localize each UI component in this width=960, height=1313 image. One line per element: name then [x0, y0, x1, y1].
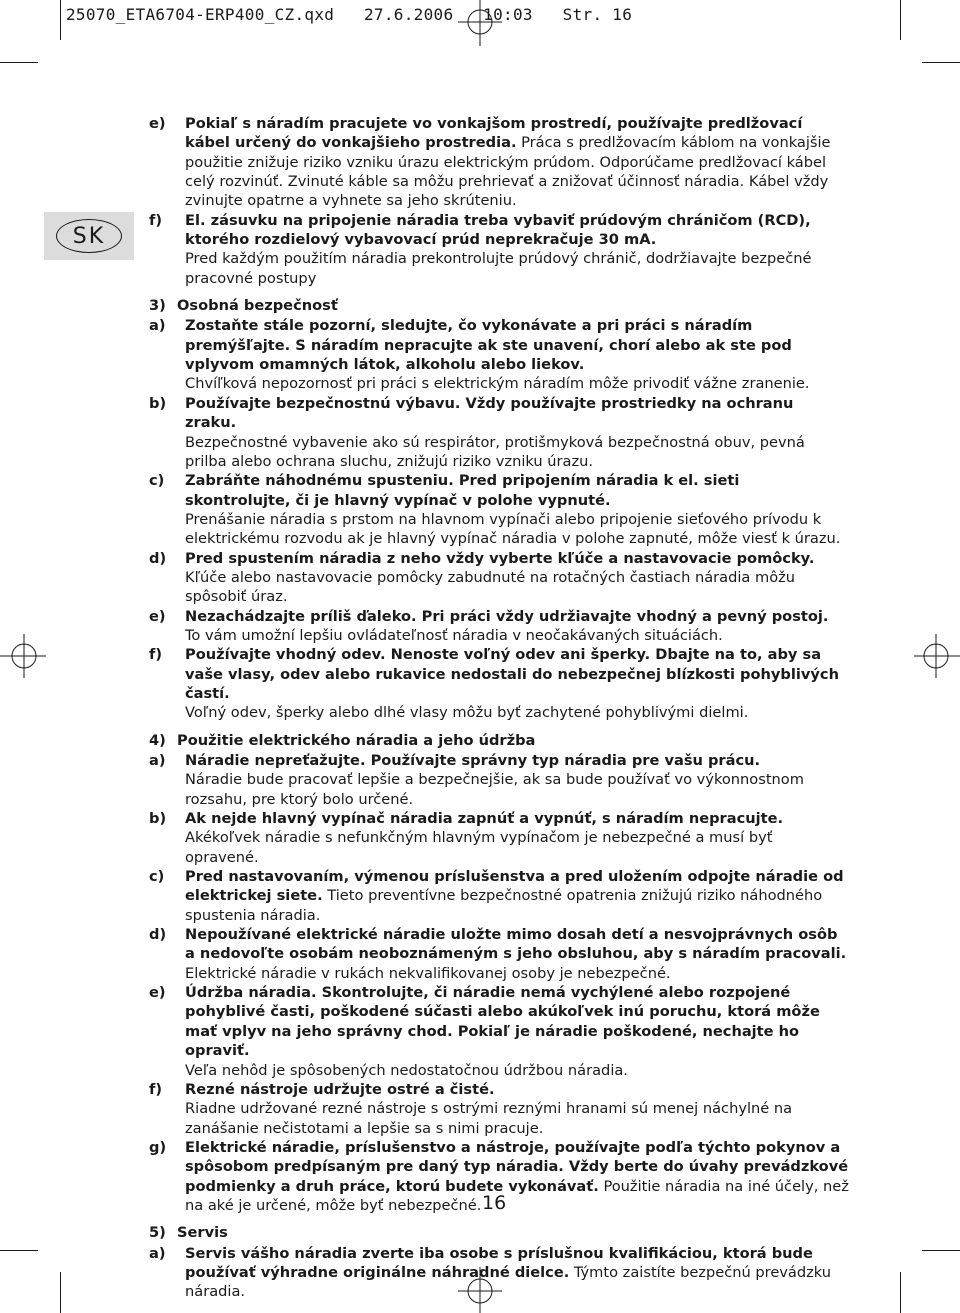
crop-mark-top-right-v [900, 0, 901, 40]
item-heading: Nepoužívané elektrické náradie uložte mimo dosah detí a nesvojprávnych osôb a nedovoľte osobám neoboznámeným s jeho obsluhou, aby s náradím pracovali. [185, 926, 847, 963]
crop-mark-top-right-h [922, 62, 960, 63]
item-text: Riadne udržované rezné nástroje s ostrými reznými hranami sú menej náchylné na zanášanie nečistotami a lepšie sa s nimi pracuje. [185, 1100, 793, 1137]
section-heading-3: 3) Osobná bezpečnosť [149, 297, 338, 315]
item-heading: Pred nastavovaním, výmenou príslušenstva a pred uložením odpojte náradie od elektrickej siete. [185, 868, 844, 905]
item-heading: Používajte vhodný odev. Nenoste voľný odev ani šperky. Dbajte na to, aby sa vaše vlasy, odev alebo rukavice nedostali do nebezpečnej blízkosti pohyblivých častí. [185, 646, 839, 702]
item-heading: Elektrické náradie, príslušenstvo a nástroje, používajte podľa týchto pokynov a spôsobom predpísaným pre daný typ náradia. Vždy berte do úvahy prevádzkové podmienky a druh práce, ktorú budete vykonávať. [185, 1138, 849, 1195]
list-item-5a: a) Servis vášho náradia zverte iba osobe s príslušnou kvalifikáciou, ktorá bude používať výhradne originálne náhradné dielce. Týmto zaistíte bezpečnú prevádzku náradia. [149, 1244, 832, 1301]
item-text: Veľa nehôd je spôsobených nedostatočnou údržbou náradia. [185, 1061, 628, 1079]
item-heading: Servis vášho náradia zverte iba osobe s príslušnou kvalifikáciou, ktorá bude používať výhradne originálne náhradné dielce. [185, 1244, 813, 1281]
item-text: Elektrické náradie v rukách nekvalifikovanej osoby je nebezpečné. [185, 964, 671, 982]
item-heading: El. zásuvku na pripojenie náradia treba vybaviť prúdovým chráničom (RCD), ktorého rozdielový vybavovací prúd neprekračuje 30 mA. [185, 211, 811, 249]
list-item-4d: d) Nepoužívané elektrické náradie uložte mimo dosah detí a nesvojprávnych osôb a nedovoľte osobám neoboznámeným s jeho obsluhou, aby s náradím pracovali. Elektrické náradie v rukách nekvalifikovanej osoby je nebezpečné. [149, 925, 849, 983]
print-slug: 25070_ETA6704-ERP400_CZ.qxd 27.6.2006 10:03 Str. 16 [66, 5, 633, 24]
item-text: Kľúče alebo nastavovacie pomôcky zabudnuté na rotačných častiach náradia môžu spôsobiť úraz. [185, 568, 796, 606]
item-text: Použitie náradia na iné účely, než na aké je určené, môže byť nebezpečné. [185, 1177, 849, 1214]
crop-mark-bottom-left-h [0, 1250, 38, 1251]
list-item-2f: f) El. zásuvku na pripojenie náradia treba vybaviť prúdovým chráničom (RCD), ktorého rozdielový vybavovací prúd neprekračuje 30 mA. Pred každým použitím náradia prekontrolujte prúdový chránič, dodržiavajte bezpečné pracovné postupy [149, 211, 849, 288]
crop-mark-bottom-left-v [60, 1272, 61, 1313]
item-text: Týmto zaistíte bezpečnú prevádzku náradia. [185, 1263, 832, 1301]
list-item-4c: c) Pred nastavovaním, výmenou príslušenstva a pred uložením odpojte náradie od elektrickej siete. Tieto preventívne bezpečnostné opatrenia znižujú riziko náhodného spustenia náradia. [149, 868, 844, 924]
list-item-4g: g) Elektrické náradie, príslušenstvo a nástroje, používajte podľa týchto pokynov a spôsobom predpísaným pre daný typ náradia. Vždy berte do úvahy prevádzkové podmienky a druh práce, ktorú budete vykonávať. Použitie náradia na iné účely, než na aké je určené, môže byť nebezpečné. [149, 1138, 849, 1214]
list-item-3b: b) Používajte bezpečnostnú výbavu. Vždy používajte prostriedky na ochranu zraku. Bezpečnostné vybavenie ako sú respirátor, protišmyková bezpečnostná obuv, pevná prilba alebo ochrana sluchu, znižujú riziko vzniku úrazu. [149, 394, 849, 471]
item-heading: Ak nejde hlavný vypínač náradia zapnúť a vypnúť, s náradím nepracujte. [185, 810, 784, 828]
item-text: Prenášanie náradia s prstom na hlavnom vypínači alebo pripojenie sieťového prívodu k elektrickému rozvodu ak je hlavný vypínač náradia v polohe zapnuté, môže viesť k úrazu. [185, 510, 841, 548]
item-heading: Rezné nástroje udržujte ostré a čisté. [185, 1080, 495, 1098]
item-heading: Pokiaľ s náradím pracujete vo vonkajšom prostredí, používajte predlžovací kábel určený do vonkajšieho prostredia. [185, 115, 803, 152]
item-text: To vám umožní lepšiu ovládateľnosť náradia v neočakávaných situáciách. [185, 626, 723, 644]
item-text: Práca s predlžovacím káblom na vonkajšie použitie znižuje riziko vzniku úrazu elektrickým prúdom. Odporúčame predlžovací kábel celý rozvinúť. Zvinuté káble sa môžu prehrievať a znižovať účinnosť náradia. Kábel vždy zvinujte opatrne a vyhnete sa jeho skrúteniu. [185, 134, 831, 210]
list-item-3c: c) Zabráňte náhodnému spusteniu. Pred pripojením náradia k el. sieti skontrolujte, či je hlavný vypínač v polohe vypnuté. Prenášanie náradia s prstom na hlavnom vypínači alebo pripojenie sieťového prívodu k elektrickému rozvodu ak je hlavný vypínač náradia v polohe zapnuté, môže viesť k úrazu. [149, 471, 849, 548]
item-text: Pred každým použitím náradia prekontrolujte prúdový chránič, dodržiavajte bezpečné pracovné postupy [185, 250, 812, 287]
list-item-3d: d) Pred spustením náradia z neho vždy vyberte kľúče a nastavovacie pomôcky. Kľúče alebo nastavovacie pomôcky zabudnuté na rotačných častiach náradia môžu spôsobiť úraz. [149, 549, 815, 606]
document-body [149, 114, 849, 1302]
item-text: Tieto preventívne bezpečnostné opatrenia znižujú riziko náhodného spustenia náradia. [185, 887, 823, 924]
section-heading-4: 4) Použitie elektrického náradia a jeho údržba [149, 731, 536, 749]
item-heading: Používajte bezpečnostnú výbavu. Vždy používajte prostriedky na ochranu zraku. [185, 394, 794, 432]
list-item-3e: e) Nezachádzajte príliš ďaleko. Pri práci vždy udržiavajte vhodný a pevný postoj. To vám umožní lepšiu ovládateľnosť náradia v neočakávaných situáciách. [149, 607, 849, 646]
language-tab [44, 212, 134, 260]
registration-mark-top [455, 0, 505, 48]
list-item-4f: f) Rezné nástroje udržujte ostré a čisté. Riadne udržované rezné nástroje s ostrými reznými hranami sú menej náchylné na zanášanie nečistotami a lepšie sa s nimi pracuje. [149, 1080, 849, 1138]
list-item-4e: e) Údržba náradia. Skontrolujte, či náradie nemá vychýlené alebo rozpojené pohyblivé časti, poškodené súčasti alebo akúkoľvek inú poruchu, ktorá môže mať vplyv na jeho správny chod. Pokiaľ je náradie poškodené, nechajte ho opraviť. Veľa nehôd je spôsobených nedostatočnou údržbou náradia. [149, 983, 849, 1080]
registration-mark-left [0, 631, 48, 681]
item-heading: Údržba náradia. Skontrolujte, či náradie nemá vychýlené alebo rozpojené pohyblivé časti, poškodené súčasti alebo akúkoľvek inú poruchu, ktorá môže mať vplyv na jeho správny chod. Pokiaľ je náradie poškodené, nechajte ho opraviť. [185, 984, 820, 1060]
item-heading: Pred spustením náradia z neho vždy vyberte kľúče a nastavovacie pomôcky. [185, 549, 815, 567]
section-heading-5: 5) Servis [149, 1224, 228, 1242]
item-heading: Zostaňte stále pozorní, sledujte, čo vykonávate a pri práci s náradím premýšľajte. S náradím nepracujte ak ste unavení, chorí alebo ak ste pod vplyvom omamných látok, alkoholu alebo liekov. [185, 317, 792, 374]
item-heading: Náradie nepreťažujte. Používajte správny typ náradia pre vašu prácu. [185, 752, 761, 769]
registration-mark-right [912, 631, 960, 681]
list-item-2e: e) Pokiaľ s náradím pracujete vo vonkajšom prostredí, používajte predlžovací kábel určený do vonkajšieho prostredia. Práca s predlžovacím káblom na vonkajšie použitie znižuje riziko vzniku úrazu elektrickým prúdom. Odporúčame predlžovací kábel celý rozvinúť. Zvinuté káble sa môžu prehrievať a znižovať účinnosť náradia. Kábel vždy zvinujte opatrne a vyhnete sa jeho skrúteniu. [149, 115, 831, 210]
page-number: 16 [482, 1192, 507, 1214]
list-item-4b: b) Ak nejde hlavný vypínač náradia zapnúť a vypnúť, s náradím nepracujte. Akékoľvek náradie s nefunkčným hlavným vypínačom je nebezpečné a musí byť opravené. [149, 809, 849, 867]
language-code: SK [56, 219, 122, 253]
crop-mark-top-left-v [60, 0, 61, 40]
item-heading: Zabráňte náhodnému spusteniu. Pred pripojením náradia k el. sieti skontrolujte, či je hlavný vypínač v polohe vypnuté. [185, 472, 740, 509]
list-item-4a: a) Náradie nepreťažujte. Používajte správny typ náradia pre vašu prácu. Náradie bude pracovať lepšie a bezpečnejšie, ak sa bude používať vo výkonnostnom rozsahu, pre ktorý bolo určené. [149, 751, 849, 809]
item-text: Akékoľvek náradie s nefunkčným hlavným vypínačom je nebezpečné a musí byť opravené. [185, 829, 773, 866]
item-heading: Nezachádzajte príliš ďaleko. Pri práci vždy udržiavajte vhodný a pevný postoj. [185, 607, 829, 625]
item-text: Voľný odev, šperky alebo dlhé vlasy môžu byť zachytené pohyblivými dielmi. [185, 704, 749, 722]
list-item-3a: a) Zostaňte stále pozorní, sledujte, čo vykonávate a pri práci s náradím premýšľajte. S náradím nepracujte ak ste unavení, chorí alebo ak ste pod vplyvom omamných látok, alkoholu alebo liekov. Chvíľková nepozornosť pri práci s elektrickým náradím môže privodiť vážne zranenie. [149, 316, 849, 393]
crop-mark-top-left-h [0, 62, 38, 63]
crop-mark-bottom-right-v [900, 1272, 901, 1313]
item-text: Bezpečnostné vybavenie ako sú respirátor, protišmyková bezpečnostná obuv, pevná prilba alebo ochrana sluchu, znižujú riziko vzniku úrazu. [185, 433, 805, 470]
item-text: Náradie bude pracovať lepšie a bezpečnejšie, ak sa bude používať vo výkonnostnom rozsahu, pre ktorý bolo určené. [185, 771, 804, 808]
list-item-3f: f) Používajte vhodný odev. Nenoste voľný odev ani šperky. Dbajte na to, aby sa vaše vlasy, odev alebo rukavice nedostali do nebezpečnej blízkosti pohyblivých častí. Voľný odev, šperky alebo dlhé vlasy môžu byť zachytené pohyblivými dielmi. [149, 645, 849, 722]
item-text: Chvíľková nepozornosť pri práci s elektrickým náradím môže privodiť vážne zranenie. [185, 375, 810, 393]
crop-mark-bottom-right-h [922, 1250, 960, 1251]
